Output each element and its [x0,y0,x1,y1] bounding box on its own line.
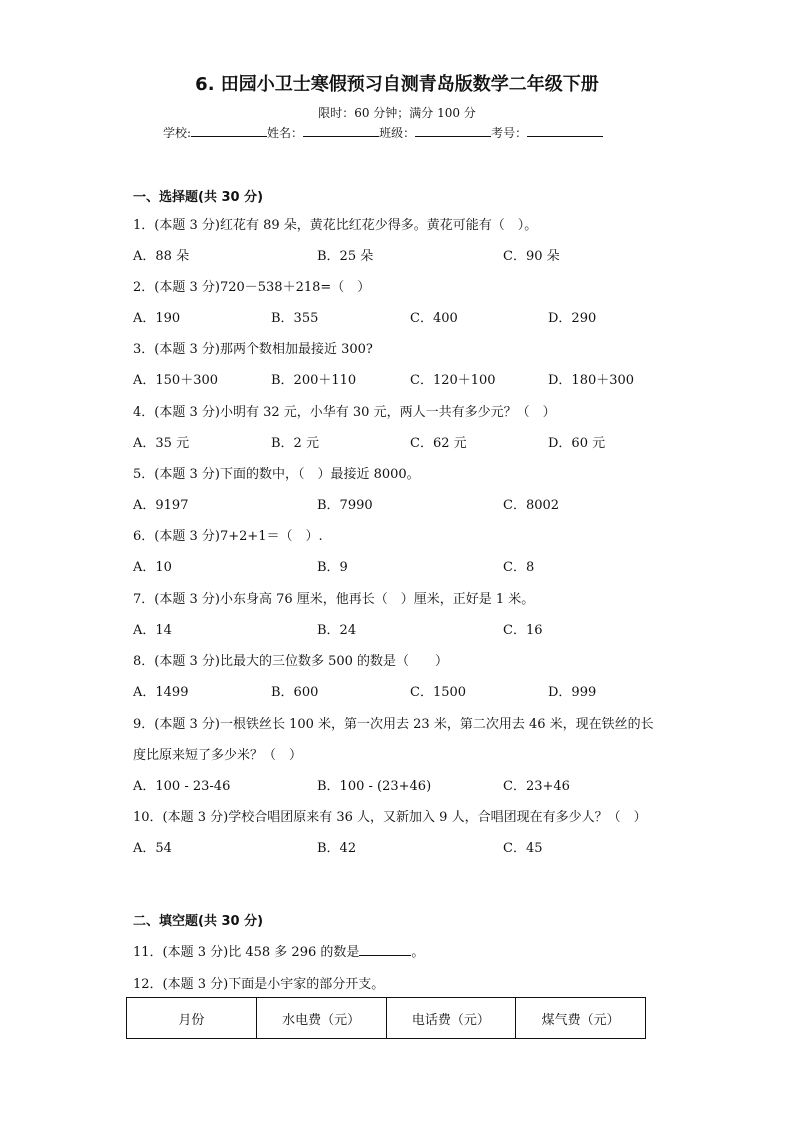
page-title: 6. 田园小卫士寒假预习自测青岛版数学二年级下册 [195,74,599,95]
name-label: 姓名： [267,126,304,140]
question-5: 5．(本题 3 分)下面的数中，（ ）最接近 8000。 [133,467,420,482]
q2-option-a[interactable]: A．190 [133,311,181,326]
q9-option-a[interactable]: A．100 - 23-46 [133,779,231,794]
school-blank[interactable] [191,124,267,137]
q6-option-a[interactable]: A．10 [133,560,172,575]
table-header-month: 月份 [127,998,257,1039]
question-11 [133,941,424,960]
q10-option-a[interactable]: A．54 [133,841,172,856]
q5-option-b[interactable]: B．7990 [317,498,373,513]
q3-option-c[interactable]: C．120＋100 [410,373,496,388]
q1-option-b[interactable]: B．25 朵 [317,249,374,264]
question-10: 10．(本题 3 分)学校合唱团原来有 36 人，又新加入 9 人，合唱团现在有多少人？（ ） [133,810,647,825]
question-12: 12．(本题 3 分)下面是小宇家的部分开支。 [133,977,385,992]
q8-option-a[interactable]: A．1499 [133,685,189,700]
table-header-utilities: 水电费（元） [256,998,386,1039]
question-7: 7．(本题 3 分)小东身高 76 厘米，他再长（ ）厘米，正好是 1 米。 [133,592,535,607]
q4-option-a[interactable]: A．35 元 [133,436,190,451]
q8-option-c[interactable]: C．1500 [410,685,467,700]
question-2: 2．(本题 3 分)720－538＋218=（ ） [133,280,371,295]
q8-option-b[interactable]: B．600 [271,685,319,700]
school-label: 学校: [163,126,192,140]
q9-option-b[interactable]: B．100 - (23+46) [317,779,432,794]
q11-answer-blank[interactable] [359,943,411,956]
section-heading-fill: 二、填空题(共 30 分) [133,914,264,929]
q11-text: 11．(本题 3 分)比 458 多 296 的数是 [133,945,360,960]
time-limit: 限时：60 分钟；满分 100 分 [318,106,476,120]
q3-option-a[interactable]: A．150＋300 [133,373,219,388]
class-blank[interactable] [415,124,491,137]
question-1: 1．(本题 3 分)红花有 89 朵，黄花比红花少得多。黄花可能有（ ）。 [133,218,538,233]
name-blank[interactable] [303,124,379,137]
q7-option-b[interactable]: B．24 [317,623,357,638]
q3-option-d[interactable]: D．180＋300 [548,373,635,388]
q5-option-c[interactable]: C．8002 [503,498,560,513]
q11-end: 。 [411,945,425,960]
question-9-continued: 度比原来短了多少米？（ ） [133,748,303,763]
exam-number-label: 考号： [491,126,528,140]
q6-option-b[interactable]: B．9 [317,560,348,575]
q10-option-b[interactable]: B．42 [317,841,357,856]
q7-option-a[interactable]: A．14 [133,623,172,638]
q4-option-d[interactable]: D．60 元 [548,436,606,451]
q1-option-c[interactable]: C．90 朵 [503,249,560,264]
question-3: 3．(本题 3 分)那两个数相加最接近 300? [133,342,373,357]
table-header-phone: 电话费（元） [386,998,516,1039]
q2-option-b[interactable]: B．355 [271,311,319,326]
student-info-line [163,124,603,141]
q4-option-b[interactable]: B．2 元 [271,436,319,451]
q2-option-d[interactable]: D．290 [548,311,597,326]
q7-option-c[interactable]: C．16 [503,623,543,638]
q2-option-c[interactable]: C．400 [410,311,458,326]
q1-option-a[interactable]: A．88 朵 [133,249,190,264]
table-header-gas: 煤气费（元） [516,998,646,1039]
question-4: 4．(本题 3 分)小明有 32 元，小华有 30 元，两人一共有多少元？（ ） [133,405,556,420]
table-header-row [127,998,646,1039]
class-label: 班级： [379,126,416,140]
section-heading-choice: 一、选择题(共 30 分) [133,190,264,205]
q6-option-c[interactable]: C．8 [503,560,535,575]
q5-option-a[interactable]: A．9197 [133,498,189,513]
q4-option-c[interactable]: C．62 元 [410,436,467,451]
question-9: 9．(本题 3 分)一根铁丝长 100 米，第一次用去 23 米，第二次用去 46 米，现在铁丝的长 [133,717,654,732]
q8-option-d[interactable]: D．999 [548,685,597,700]
expense-table [126,997,646,1039]
question-6: 6．(本题 3 分)7+2+1＝（ ）. [133,529,323,544]
exam-number-blank[interactable] [527,124,603,137]
q10-option-c[interactable]: C．45 [503,841,543,856]
q9-option-c[interactable]: C．23+46 [503,779,570,794]
q3-option-b[interactable]: B．200＋110 [271,373,357,388]
question-8: 8．(本题 3 分)比最大的三位数多 500 的数是（ ） [133,654,449,669]
